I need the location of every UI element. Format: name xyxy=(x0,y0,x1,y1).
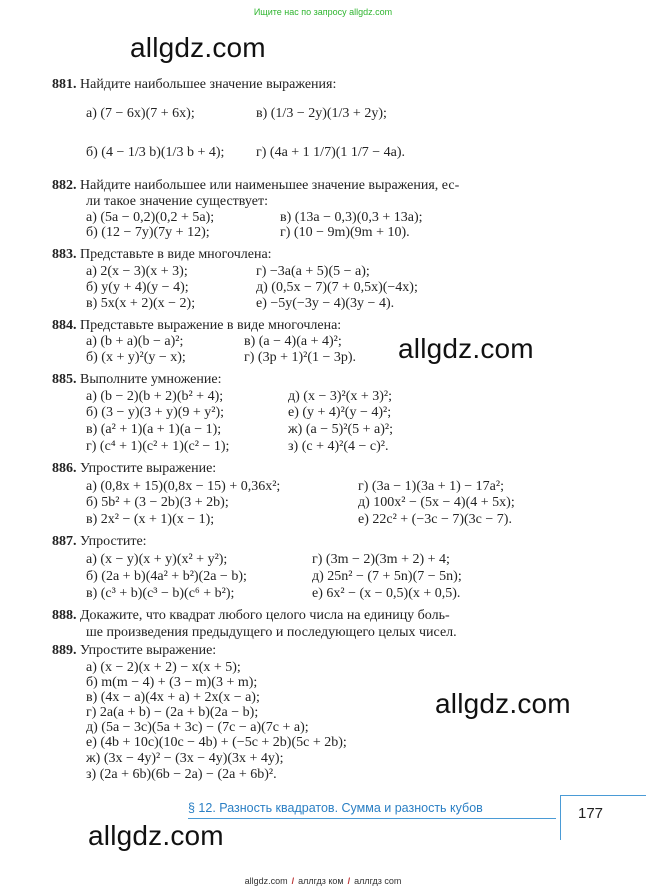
exercise-number: 883. xyxy=(52,247,77,262)
task-884-a: а) (b + a)(b − a)²; xyxy=(86,334,184,349)
task-889-z: з) (2a + 6b)(6b − 2a) − (2a + 6b)². xyxy=(86,767,277,782)
task-882-v: в) (13a − 0,3)(0,3 + 13a); xyxy=(280,210,423,225)
bottom-link[interactable]: аллгдз com xyxy=(354,876,402,886)
exercise-887-heading xyxy=(52,534,147,549)
task-882-g: г) (10 − 9m)(9m + 10). xyxy=(280,225,410,240)
exercise-title: Выполните умножение: xyxy=(80,372,222,387)
task-883-d: д) (0,5x − 7)(7 + 0,5x)(−4x); xyxy=(256,280,418,295)
task-889-a: а) (x − 2)(x + 2) − x(x + 5); xyxy=(86,660,241,675)
task-886-d: д) 100x² − (5x − 4)(4 + 5x); xyxy=(358,495,515,510)
task-885-e: е) (y + 4)²(y − 4)²; xyxy=(288,405,392,420)
task-881-v: в) (1/3 − 2y)(1/3 + 2y); xyxy=(256,106,387,121)
task-889-d: д) (5a − 3c)(5a + 3c) − (7c − a)(7c + a); xyxy=(86,720,309,735)
exercise-882-heading xyxy=(52,178,459,193)
task-883-a: а) 2(x − 3)(x + 3); xyxy=(86,264,188,279)
task-885-b: б) (3 − y)(3 + y)(9 + y²); xyxy=(86,405,225,420)
exercise-number: 884. xyxy=(52,318,77,333)
task-889-b: б) m(m − 4) + (3 − m)(3 + m); xyxy=(86,675,258,690)
exercise-885-heading xyxy=(52,372,221,387)
exercise-889-heading xyxy=(52,643,216,658)
task-886-a: а) (0,8x + 15)(0,8x − 15) + 0,36x²; xyxy=(86,479,281,494)
task-886-b: б) 5b² + (3 − 2b)(3 + 2b); xyxy=(86,495,229,510)
exercise-882-title-cont: ли такое значение существует: xyxy=(86,194,268,209)
task-886-g: г) (3a − 1)(3a + 1) − 17a²; xyxy=(358,479,504,494)
task-881-g: г) (4a + 1 1/7)(1 1/7 − 4a). xyxy=(256,145,406,160)
task-889-v: в) (4x − a)(4x + a) + 2x(x − a); xyxy=(86,690,260,705)
watermark: allgdz.com xyxy=(88,820,224,851)
task-884-b: б) (x + y)²(y − x); xyxy=(86,350,186,365)
exercise-title: Упростите выражение: xyxy=(80,643,217,658)
bottom-links: allgdz.com / аллгдз ком / аллгдз com xyxy=(244,876,402,886)
task-883-g: г) −3a(a + 5)(5 − a); xyxy=(256,264,370,279)
task-884-v: в) (a − 4)(a + 4)²; xyxy=(244,334,342,349)
exercise-title: Представьте в виде многочлена: xyxy=(80,247,272,262)
page-number: 177 xyxy=(578,805,604,822)
task-889-g: г) 2a(a + b) − (2a + b)(2a − b); xyxy=(86,705,259,720)
task-887-b: б) (2a + b)(4a² + b²)(2a − b); xyxy=(86,569,247,584)
task-885-z: з) (c + 4)²(4 − c)². xyxy=(288,439,389,454)
exercise-title: Найдите наибольшее или наименьшее значение выражения, ес- xyxy=(80,178,460,193)
task-883-e: е) −5y(−3y − 4)(3y − 4). xyxy=(256,296,395,311)
exercise-number: 881. xyxy=(52,77,77,92)
task-881-b: б) (4 − 1/3 b)(1/3 b + 4); xyxy=(86,145,225,160)
exercise-number: 882. xyxy=(52,178,77,193)
task-889-zh: ж) (3x − 4y)² − (3x − 4y)(3x + 4y); xyxy=(86,751,284,766)
exercise-number: 889. xyxy=(52,643,77,658)
exercise-886-heading xyxy=(52,461,216,476)
exercise-888-text-cont: ше произведения предыдущего и последующего целых чисел. xyxy=(86,625,457,640)
task-882-a: а) (5a − 0,2)(0,2 + 5a); xyxy=(86,210,215,225)
task-883-b: б) y(y + 4)(y − 4); xyxy=(86,280,189,295)
task-889-e: е) (4b + 10c)(10c − 4b) + (−5c + 2b)(5c + 2b); xyxy=(86,735,347,750)
exercise-883-heading xyxy=(52,247,272,262)
exercise-number: 888. xyxy=(52,608,77,623)
bottom-link[interactable]: allgdz.com xyxy=(244,876,288,886)
exercise-888-heading xyxy=(52,608,450,623)
exercise-title: Упростите выражение: xyxy=(80,461,217,476)
task-887-g: г) (3m − 2)(3m + 2) + 4; xyxy=(312,552,450,567)
task-887-e: е) 6x² − (x − 0,5)(x + 0,5). xyxy=(312,586,461,601)
footer-divider xyxy=(188,818,556,819)
section-title: § 12. Разность квадратов. Сумма и разность кубов xyxy=(188,801,483,815)
task-885-zh: ж) (a − 5)²(5 + a)²; xyxy=(288,422,393,437)
exercise-text: Докажите, что квадрат любого целого числа на единицу боль- xyxy=(80,608,450,623)
task-885-v: в) (a² + 1)(a + 1)(a − 1); xyxy=(86,422,222,437)
exercise-title: Упростите: xyxy=(80,534,147,549)
task-887-a: а) (x − y)(x + y)(x² + y²); xyxy=(86,552,228,567)
exercise-number: 886. xyxy=(52,461,77,476)
search-note: Ищите нас по запросу allgdz.com xyxy=(253,7,393,17)
exercise-884-heading xyxy=(52,318,341,333)
watermark: allgdz.com xyxy=(130,32,266,63)
task-887-d: д) 25n² − (7 + 5n)(7 − 5n); xyxy=(312,569,462,584)
task-882-b: б) (12 − 7y)(7y + 12); xyxy=(86,225,210,240)
exercise-title: Представьте выражение в виде многочлена: xyxy=(80,318,342,333)
task-886-v: в) 2x² − (x + 1)(x − 1); xyxy=(86,512,215,527)
task-885-a: а) (b − 2)(b + 2)(b² + 4); xyxy=(86,389,224,404)
task-885-d: д) (x − 3)²(x + 3)²; xyxy=(288,389,393,404)
task-886-e: е) 22c² + (−3c − 7)(3c − 7). xyxy=(358,512,512,527)
watermark: allgdz.com xyxy=(398,333,534,364)
exercise-881-heading xyxy=(52,77,336,92)
task-885-g: г) (c⁴ + 1)(c² + 1)(c² − 1); xyxy=(86,439,230,454)
exercise-number: 887. xyxy=(52,534,77,549)
bottom-link[interactable]: аллгдз ком xyxy=(298,876,344,886)
task-883-v: в) 5x(x + 2)(x − 2); xyxy=(86,296,196,311)
task-881-a: а) (7 − 6x)(7 + 6x); xyxy=(86,106,195,121)
exercise-title: Найдите наибольшее значение выражения: xyxy=(80,77,337,92)
exercise-number: 885. xyxy=(52,372,77,387)
task-887-v: в) (c³ + b)(c³ − b)(c⁶ + b²); xyxy=(86,586,235,601)
task-884-g: г) (3p + 1)²(1 − 3p). xyxy=(244,350,357,365)
watermark: allgdz.com xyxy=(435,688,571,719)
